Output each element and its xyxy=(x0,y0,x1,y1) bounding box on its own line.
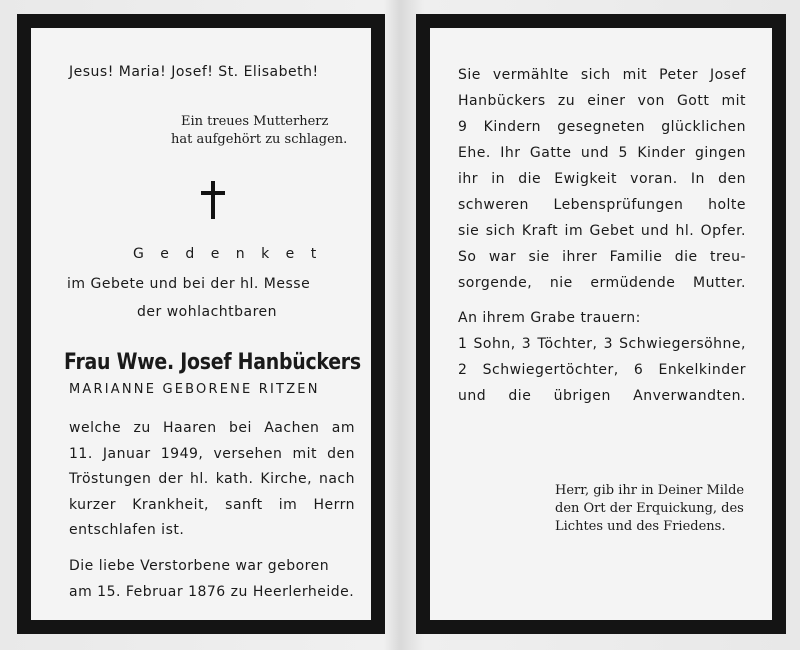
left-card xyxy=(17,14,385,634)
maiden-name: MARIANNE GEBORENE RITZEN xyxy=(69,382,320,397)
birth-line-1: Die liebe Verstorbene war geboren xyxy=(69,558,330,574)
bio-line-2: Hanbückers zu einer von Gott mit xyxy=(458,93,746,109)
bio-line-7: sie sich Kraft im Gebet und hl. Opfer. xyxy=(458,223,746,239)
cross-icon xyxy=(201,181,225,219)
bio-line-1: Sie vermählte sich mit Peter Josef xyxy=(458,67,746,83)
mourners-line-3: und die übrigen Anverwandten. xyxy=(458,388,746,404)
death-line-3: Tröstungen der hl. kath. Kirche, nach xyxy=(69,471,355,487)
prayer-line-2: der wohlachtbaren xyxy=(137,304,278,320)
motto-line-1: Ein treues Mutterherz xyxy=(181,114,329,129)
closing-prayer-line-2: den Ort der Erquickung, des xyxy=(555,501,744,516)
bio-line-8: So war sie ihrer Familie die treu- xyxy=(458,249,746,265)
death-line-2: 11. Januar 1949, versehen mit den xyxy=(69,446,355,462)
bio-line-3: 9 Kindern gesegneten glücklichen xyxy=(458,119,746,135)
motto-line-2: hat aufgehört zu schlagen. xyxy=(171,132,348,147)
mourners-line-2: 2 Schwiegertöchter, 6 Enkelkinder xyxy=(458,362,746,378)
mourners-line-1: 1 Sohn, 3 Töchter, 3 Schwiegersöhne, xyxy=(458,336,746,352)
birth-line-2: am 15. Februar 1876 zu Heerlerheide. xyxy=(69,584,355,600)
deceased-name: Frau Wwe. Josef Hanbückers xyxy=(64,350,361,375)
death-line-5: entschlafen ist. xyxy=(69,522,185,538)
bio-line-4: Ehe. Ihr Gatte und 5 Kinder gingen xyxy=(458,145,746,161)
death-line-1: welche zu Haaren bei Aachen am xyxy=(69,420,355,436)
closing-prayer-line-3: Lichtes und des Friedens. xyxy=(555,519,726,534)
gedenket-heading: G e d e n k e t xyxy=(133,246,323,262)
bio-line-9: sorgende, nie ermüdende Mutter. xyxy=(458,275,746,291)
bio-line-5: ihr in die Ewigkeit voran. In den xyxy=(458,171,746,187)
bio-line-6: schweren Lebensprüfungen holte xyxy=(458,197,746,213)
death-line-4: kurzer Krankheit, sanft im Herrn xyxy=(69,497,355,513)
closing-prayer-line-1: Herr, gib ihr in Deiner Milde xyxy=(555,483,745,498)
prayer-line-1: im Gebete und bei der hl. Messe xyxy=(67,276,311,292)
invocation: Jesus! Maria! Josef! St. Elisabeth! xyxy=(69,64,319,80)
right-card xyxy=(416,14,786,634)
mourners-heading: An ihrem Grabe trauern: xyxy=(458,310,641,326)
